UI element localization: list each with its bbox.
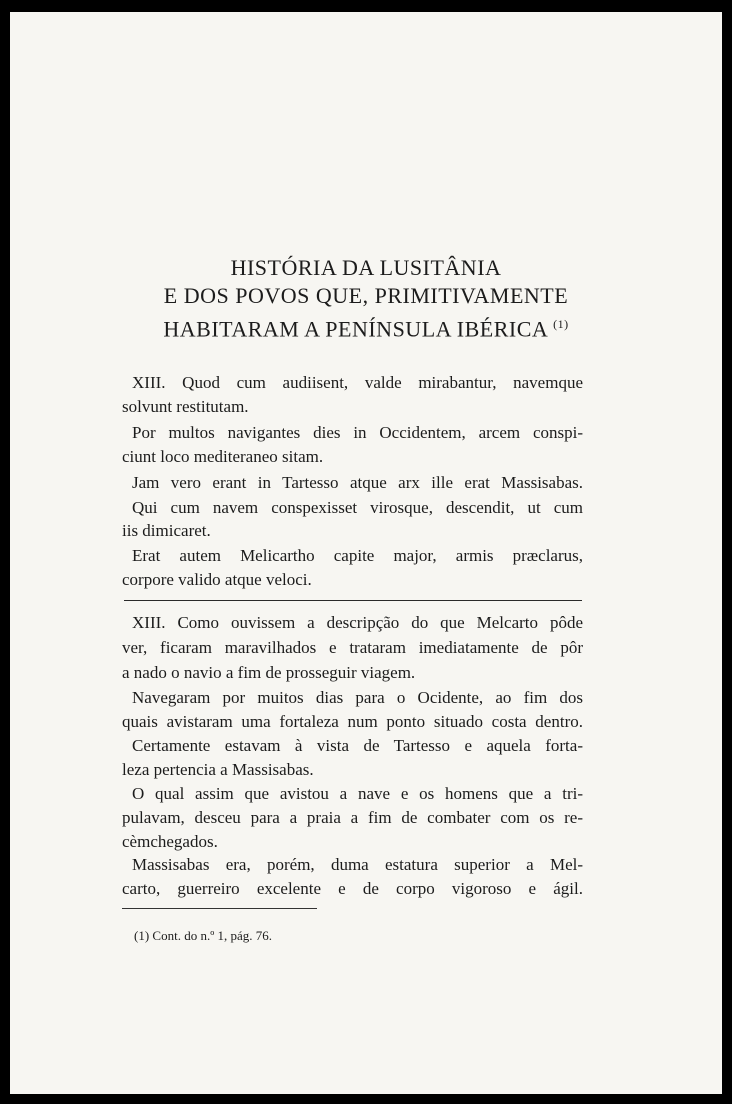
footnote-divider xyxy=(122,908,317,909)
portuguese-line: cèmchegados. xyxy=(122,832,218,851)
latin-line: solvunt restitutam. xyxy=(122,397,249,416)
latin-line: ciunt loco mediteraneo sitam. xyxy=(122,447,324,466)
portuguese-line: quais avistaram uma fortaleza num ponto situado costa dentro. xyxy=(122,712,583,731)
portuguese-line: Navegaram por muitos dias para o Ocidente, ao fim dos xyxy=(132,688,583,707)
section-divider xyxy=(124,600,582,601)
portuguese-line: a nado o navio a fim de prosseguir viagem. xyxy=(122,663,416,682)
portuguese-line: ver, ficaram maravilhados e trataram imediatamente de pôr xyxy=(122,638,583,657)
title-line-1: HISTÓRIA DA LUSITÂNIA xyxy=(230,255,502,280)
portuguese-line: Massisabas era, porém, duma estatura superior a Mel- xyxy=(132,855,583,874)
footnote-mark: (1) xyxy=(553,317,569,331)
title-line-3-text: HABITARAM A PENÍNSULA IBÉRICA xyxy=(163,316,548,342)
latin-line: Por multos navigantes dies in Occidentem, arcem conspi- xyxy=(132,423,583,442)
footnote: (1) Cont. do n.º 1, pág. 76. xyxy=(134,928,272,943)
title-line-3 xyxy=(10,312,722,341)
portuguese-line: carto, guerreiro excelente e de corpo vigoroso e ágil. xyxy=(122,879,583,898)
portuguese-line: O qual assim que avistou a nave e os homens que a tri- xyxy=(132,784,583,803)
latin-line: iis dimicaret. xyxy=(122,521,211,540)
latin-line: Erat autem Melicartho capite major, armis præclarus, xyxy=(132,546,583,565)
title-line-2: E DOS POVOS QUE, PRIMITIVAMENTE xyxy=(163,283,569,308)
portuguese-line: Certamente estavam à vista de Tartesso e aquela forta- xyxy=(132,736,583,755)
portuguese-line: XIII. Como ouvissem a descripção do que Melcarto pôde xyxy=(132,613,583,632)
latin-line: corpore valido atque veloci. xyxy=(122,570,312,589)
portuguese-line: pulavam, desceu para a praia a fim de combater com os re- xyxy=(122,808,583,827)
latin-line: XIII. Quod cum audiisent, valde mirabantur, navemque xyxy=(132,373,583,392)
document-page xyxy=(10,12,722,1094)
latin-line: Qui cum navem conspexisset virosque, descendit, ut cum xyxy=(132,498,583,517)
portuguese-line: leza pertencia a Massisabas. xyxy=(122,760,314,779)
latin-line: Jam vero erant in Tartesso atque arx ille erat Massisabas. xyxy=(132,473,583,492)
